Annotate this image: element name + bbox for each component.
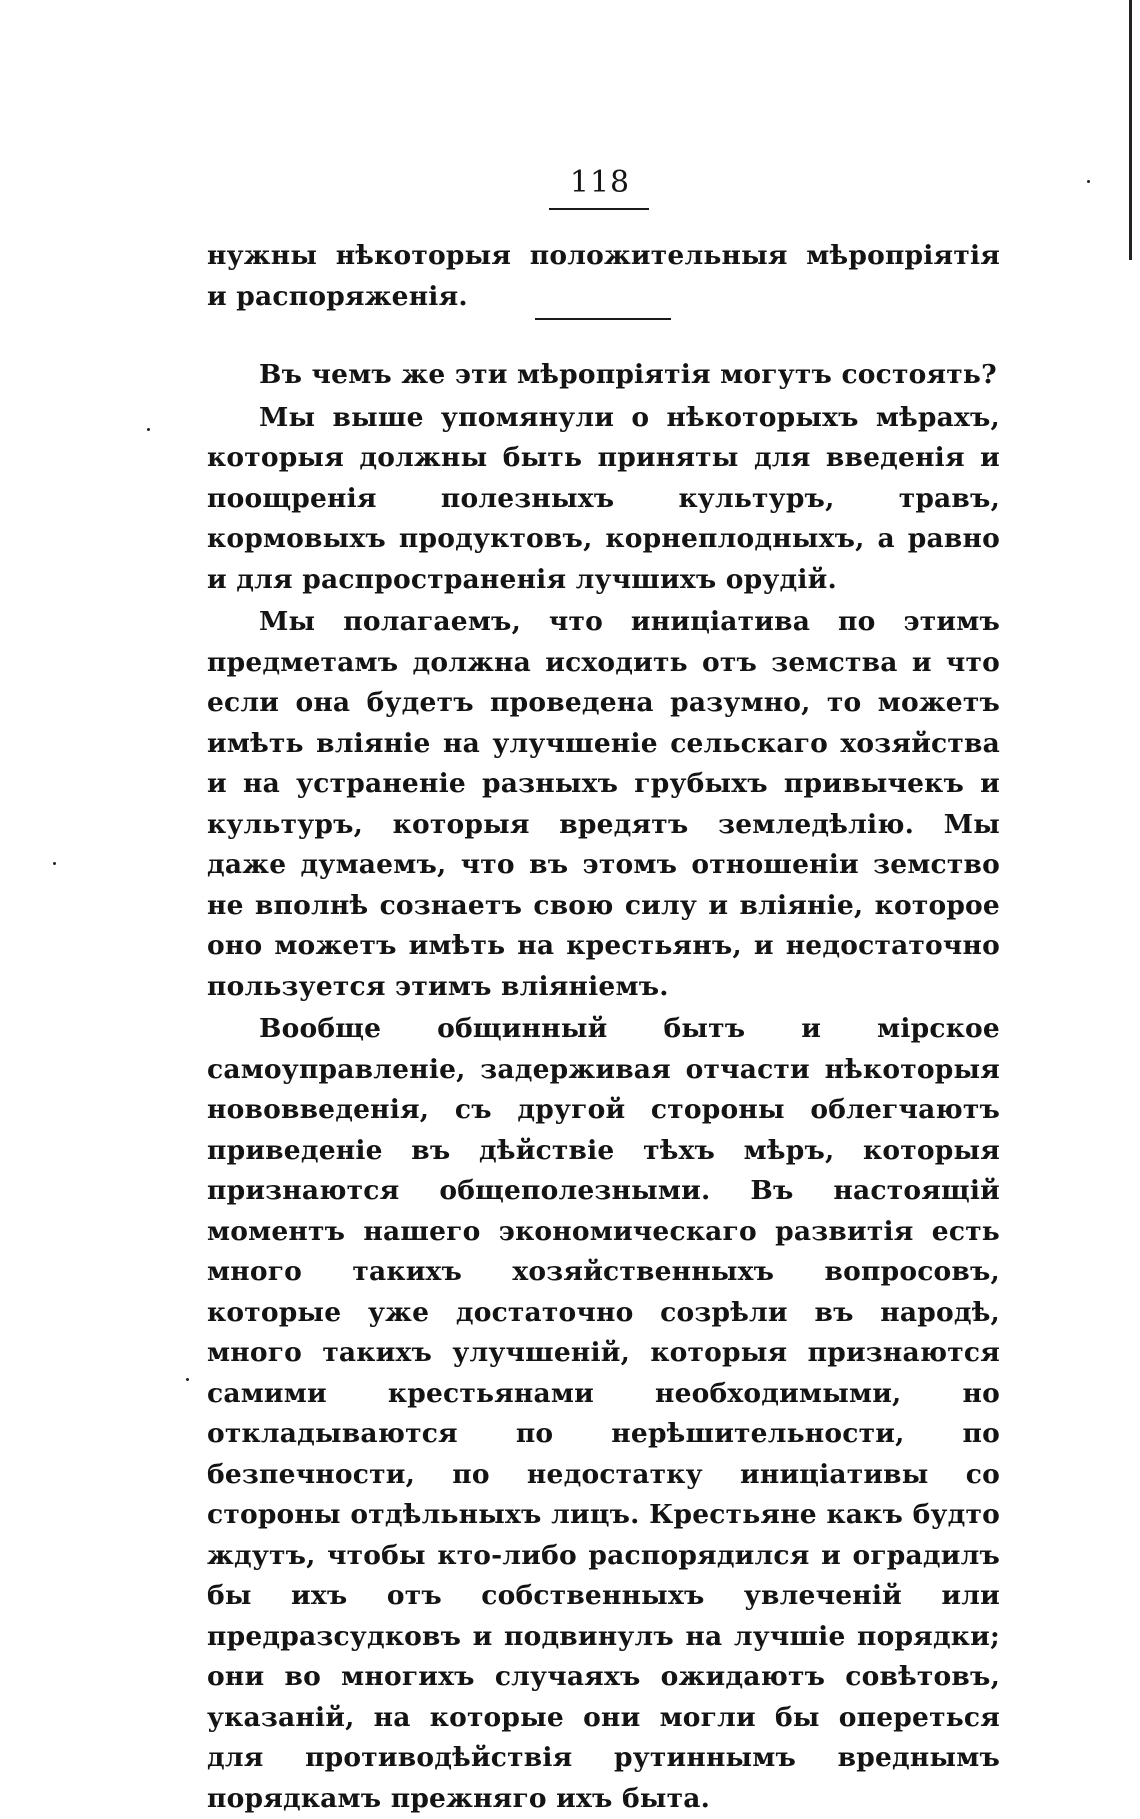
page-number-underline bbox=[549, 208, 649, 210]
paragraph-zemstvo-initiative: Мы полагаемъ, что иниціатива по этимъ предметамъ должна исходить отъ земства и что если она будетъ проведена разумно, то можетъ имѣть вліяніе на улучшеніе сельскаго хозяйства и на устраненіе разныхъ грубыхъ привычекъ и культуръ, которыя вредятъ земледѣлію. Мы даже думаемъ, что въ этомъ отношеніи земство не вполнѣ сознаетъ свою силу и вліяніе, которое оно можетъ имѣть на крестьянъ, и недостаточно пользуется этимъ вліяніемъ. bbox=[207, 606, 1000, 1002]
scan-edge-shadow bbox=[1129, 0, 1132, 260]
scan-speck bbox=[147, 428, 150, 431]
scan-speck bbox=[53, 862, 56, 865]
paragraph-measures: Мы выше упомянули о нѣкоторыхъ мѣрахъ, которыя должны быть приняты для введенія и поощренія полезныхъ культуръ, травъ, кормовыхъ продуктовъ, корнеплодныхъ, а равно и для распространенія лучшихъ орудій. bbox=[207, 401, 1000, 595]
section-divider bbox=[535, 318, 671, 320]
lead-paragraph-block bbox=[207, 236, 1000, 317]
page-number: 118 bbox=[569, 165, 631, 200]
body-text bbox=[207, 355, 1000, 1819]
paragraph-question: Въ чемъ же эти мѣропріятія могутъ состоять? bbox=[259, 359, 997, 390]
paragraph-communal-life: Вообще общинный бытъ и мірское самоуправленіе, задерживая отчасти нѣкоторыя нововведенія, съ другой стороны облегчаютъ приведеніе въ дѣйствіе тѣхъ мѣръ, которыя признаются общеполезными. Въ настоящій моментъ нашего экономическаго развитія есть много такихъ хозяйственныхъ вопросовъ, которые уже достаточно созрѣли въ народѣ, много такихъ улучшеній, которыя признаются самими крестьянами необходимыми, но откладываются по нерѣшительности, по безпечности, по недостатку иниціативы со стороны отдѣльныхъ лицъ. Крестьяне какъ будто ждутъ, чтобы кто-либо распорядился и оградилъ бы ихъ отъ собственныхъ увлеченій или предразсудковъ и подвинулъ на лучшіе порядки; они во многихъ случаяхъ ожидаютъ совѣтовъ, указаній, на которые они могли бы опереться для противодѣйствія рутиннымъ вреднымъ порядкамъ прежняго ихъ быта. bbox=[207, 1013, 1000, 1814]
lead-paragraph: нужны нѣкоторыя положительныя мѣропріятія и распоряженія. bbox=[207, 240, 1000, 312]
scan-speck bbox=[186, 1378, 189, 1381]
